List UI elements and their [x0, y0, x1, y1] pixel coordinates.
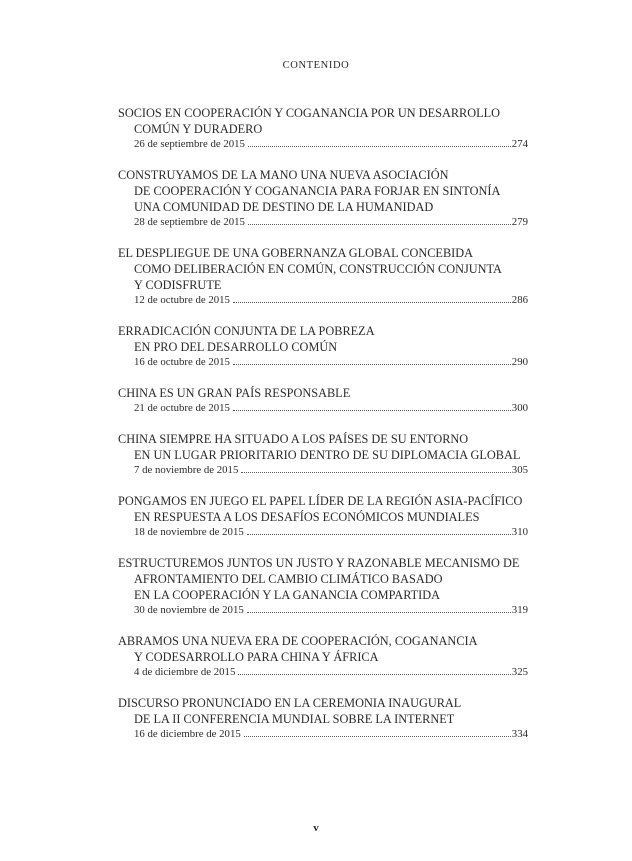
toc-entry — [118, 167, 528, 230]
toc-entry-date-row — [118, 401, 528, 416]
toc-entry-page-number: 274 — [511, 138, 528, 150]
toc-entry-title-line: EN RESPUESTA A LOS DESAFÍOS ECONÓMICOS MUNDIALES — [134, 510, 480, 524]
toc-entry-date: 18 de noviembre de 2015 — [134, 526, 244, 538]
toc-entry-title-line: ERRADICACIÓN CONJUNTA DE LA POBREZA — [118, 324, 375, 338]
toc-entry-title-line: UNA COMUNIDAD DE DESTINO DE LA HUMANIDAD — [134, 200, 434, 214]
toc-entry-page-number: 334 — [511, 728, 528, 740]
toc-entry-title-line: EN PRO DEL DESARROLLO COMÚN — [134, 340, 338, 354]
dot-leader — [248, 223, 511, 225]
toc-entry-date: 26 de septiembre de 2015 — [134, 138, 245, 150]
toc-entry-title-line: AFRONTAMIENTO DEL CAMBIO CLIMÁTICO BASADO — [134, 572, 443, 586]
page-number: v — [313, 822, 319, 834]
toc-entry-title-line: Y CODISFRUTE — [134, 278, 222, 292]
toc-entry-title-line: DE COOPERACIÓN Y COGANANCIA PARA FORJAR EN SINTONÍA — [134, 184, 501, 198]
toc-entry-date: 30 de noviembre de 2015 — [134, 604, 244, 616]
toc-entry-title-line: DE LA II CONFERENCIA MUNDIAL SOBRE LA INTERNET — [134, 712, 455, 726]
toc-entry — [118, 385, 528, 416]
toc-entry — [118, 555, 528, 618]
dot-leader — [233, 301, 511, 303]
toc-entry-date: 16 de diciembre de 2015 — [134, 728, 241, 740]
toc-entry-title-line: COMÚN Y DURADERO — [134, 122, 263, 136]
toc-entry-date-row — [118, 727, 528, 742]
toc-entry — [118, 105, 528, 152]
toc-entry-title-line: ABRAMOS UNA NUEVA ERA DE COOPERACIÓN, COGANANCIA — [118, 634, 478, 648]
toc-entry-page-number: 279 — [511, 216, 528, 228]
dot-leader — [233, 409, 511, 411]
page-title: CONTENIDO — [282, 60, 350, 71]
dot-leader — [244, 735, 511, 737]
dot-leader — [247, 533, 511, 535]
dot-leader — [238, 673, 510, 675]
toc-entry-title-line: EL DESPLIEGUE DE UNA GOBERNANZA GLOBAL CONCEBIDA — [118, 246, 473, 260]
toc-entry-page-number: 310 — [511, 526, 528, 538]
toc-entry-title-line: EN LA COOPERACIÓN Y LA GANANCIA COMPARTIDA — [134, 588, 441, 602]
toc-entry-page-number: 300 — [511, 402, 528, 414]
toc-entry-date: 4 de diciembre de 2015 — [134, 666, 236, 678]
dot-leader — [233, 363, 511, 365]
toc-entry-date-row — [118, 665, 528, 680]
toc-entry-page-number: 325 — [511, 666, 528, 678]
toc-entry-date-row — [118, 137, 528, 152]
toc-entry-page-number: 286 — [511, 294, 528, 306]
toc-entry-title-line: COMO DELIBERACIÓN EN COMÚN, CONSTRUCCIÓN CONJUNTA — [134, 262, 502, 276]
toc-entry-title-line: PONGAMOS EN JUEGO EL PAPEL LÍDER DE LA REGIÓN ASIA-PACÍFICO — [118, 494, 523, 508]
toc-entry-date-row — [118, 355, 528, 370]
toc-entry-date-row — [118, 215, 528, 230]
toc-entry — [118, 431, 528, 478]
toc-entry-title-line: CHINA ES UN GRAN PAÍS RESPONSABLE — [118, 386, 351, 400]
toc-entry-date-row — [118, 603, 528, 618]
table-of-contents — [118, 105, 528, 742]
toc-entry — [118, 695, 528, 742]
toc-entry-date-row — [118, 293, 528, 308]
toc-entry-date: 21 de octubre de 2015 — [134, 402, 230, 414]
toc-entry-date-row — [118, 525, 528, 540]
toc-entry — [118, 323, 528, 370]
toc-entry-date: 28 de septiembre de 2015 — [134, 216, 245, 228]
toc-entry-page-number: 290 — [511, 356, 528, 368]
toc-entry-page-number: 319 — [511, 604, 528, 616]
toc-entry-page-number: 305 — [511, 464, 528, 476]
toc-entry-date: 12 de octubre de 2015 — [134, 294, 230, 306]
toc-entry-title-line: CONSTRUYAMOS DE LA MANO UNA NUEVA ASOCIACIÓN — [118, 168, 449, 182]
dot-leader — [241, 471, 510, 473]
toc-entry-title-line: DISCURSO PRONUNCIADO EN LA CEREMONIA INAUGURAL — [118, 696, 462, 710]
dot-leader — [248, 145, 511, 147]
toc-entry-date-row — [118, 463, 528, 478]
toc-entry — [118, 493, 528, 540]
toc-entry-title-line: EN UN LUGAR PRIORITARIO DENTRO DE SU DIPLOMACIA GLOBAL — [134, 448, 521, 462]
toc-entry-title-line: CHINA SIEMPRE HA SITUADO A LOS PAÍSES DE SU ENTORNO — [118, 432, 469, 446]
toc-entry-title-line: Y CODESARROLLO PARA CHINA Y ÁFRICA — [134, 650, 379, 664]
toc-entry — [118, 245, 528, 308]
toc-entry-title-line: SOCIOS EN COOPERACIÓN Y COGANANCIA POR UN DESARROLLO — [118, 106, 501, 120]
dot-leader — [247, 611, 511, 613]
toc-entry-date: 16 de octubre de 2015 — [134, 356, 230, 368]
toc-entry-title-line: ESTRUCTUREMOS JUNTOS UN JUSTO Y RAZONABLE MECANISMO DE — [118, 556, 520, 570]
toc-entry-date: 7 de noviembre de 2015 — [134, 464, 239, 476]
toc-entry — [118, 633, 528, 680]
